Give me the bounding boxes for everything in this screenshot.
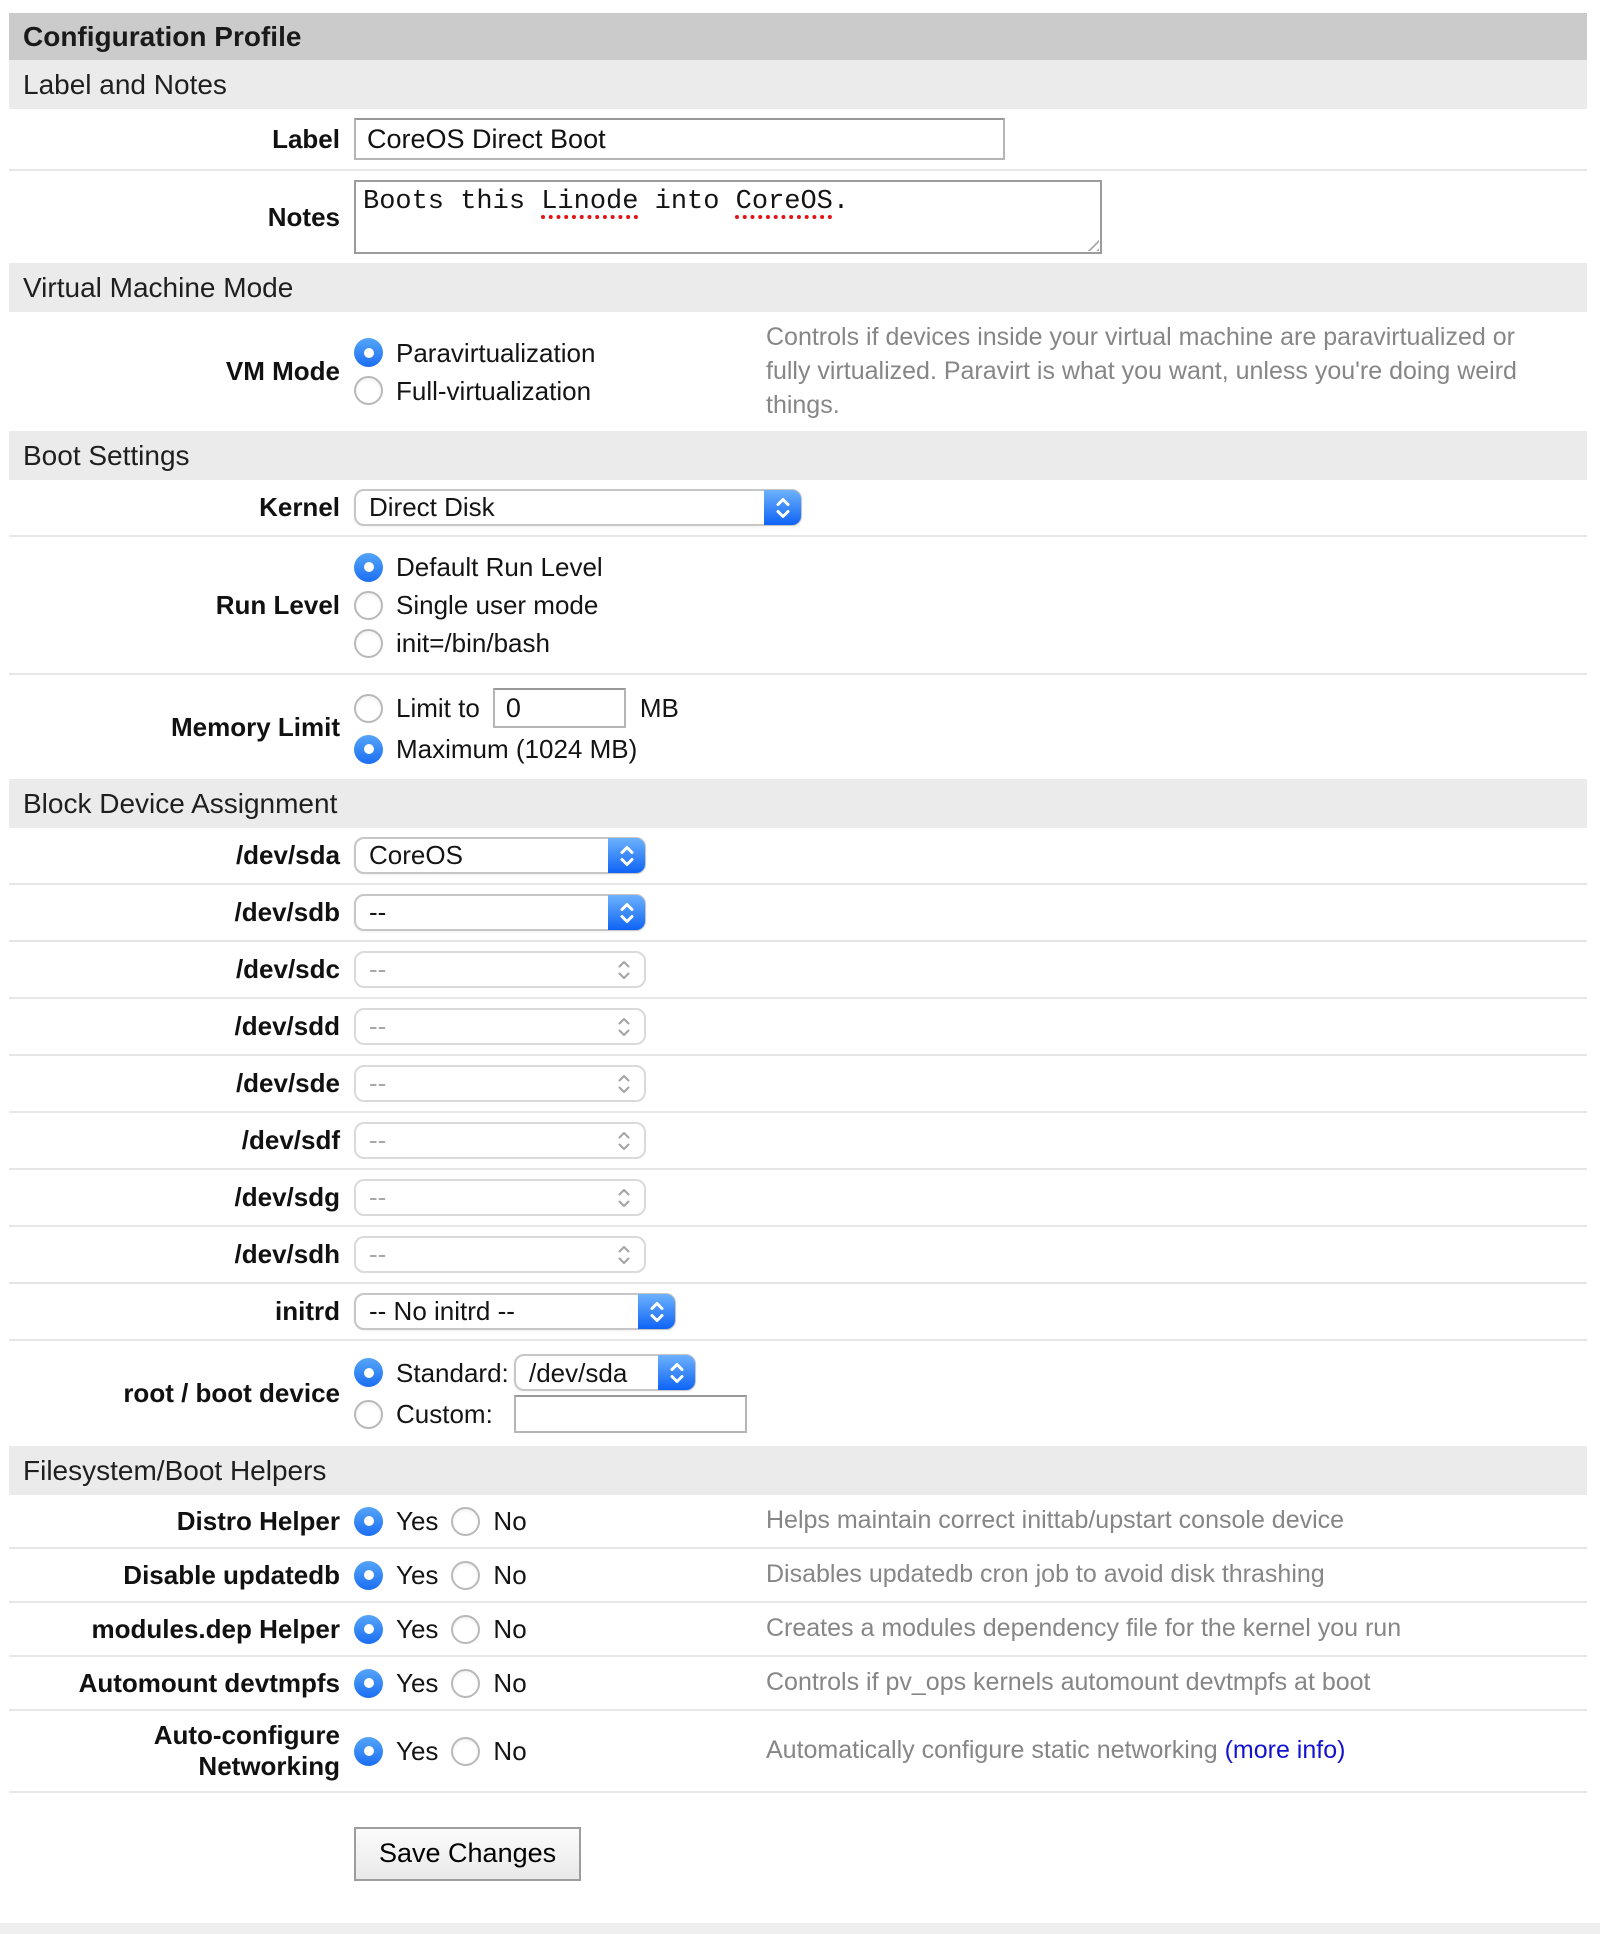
default-run-level-radio-label: Default Run Level — [396, 552, 603, 583]
modules-dep-no-radio[interactable] — [451, 1615, 480, 1644]
yes-radio-label: Yes — [396, 1668, 439, 1699]
dev-sdf-label: /dev/sdf — [241, 1125, 340, 1156]
select-chevrons-icon — [764, 490, 801, 525]
dev-sda-label: /dev/sda — [235, 840, 340, 871]
dev-sde-select: -- — [354, 1065, 646, 1102]
dev-sdh-row — [9, 1225, 1587, 1282]
notes-text: into — [638, 187, 736, 217]
modules-dep-yes-radio[interactable] — [354, 1615, 383, 1644]
dev-sdb-label: /dev/sdb — [234, 897, 340, 928]
memory-limit-input[interactable] — [493, 688, 626, 728]
no-radio-label: No — [493, 1506, 527, 1537]
section-header-boot-settings: Boot Settings — [9, 431, 1587, 480]
select-chevrons-icon — [613, 1067, 635, 1100]
notes-field-label: Notes — [267, 201, 340, 232]
disable-updatedb-no-radio[interactable] — [451, 1561, 480, 1590]
custom-root-input[interactable] — [514, 1395, 747, 1433]
root-boot-device-label: root / boot device — [123, 1378, 340, 1409]
page-title: Configuration Profile — [9, 13, 1587, 60]
dev-sdb-row — [9, 883, 1587, 940]
label-row — [9, 109, 1587, 169]
distro-helper-yes-radio[interactable] — [354, 1507, 383, 1536]
select-chevrons-icon — [658, 1355, 695, 1390]
label-field-label: Label — [272, 123, 340, 154]
auto-configure-networking-label: Auto-configure Networking — [153, 1720, 340, 1782]
paravirtualization-radio-label: Paravirtualization — [396, 337, 596, 368]
root-boot-device-row — [9, 1339, 1587, 1446]
full-virtualization-radio-label: Full-virtualization — [396, 375, 592, 406]
kernel-select[interactable] — [354, 489, 802, 526]
dev-sdd-row — [9, 997, 1587, 1054]
notes-text: . — [832, 187, 850, 217]
kernel-label: Kernel — [259, 492, 340, 523]
modules-dep-helper-label: modules.dep Helper — [91, 1613, 340, 1644]
no-radio-label: No — [493, 1560, 527, 1591]
dev-sdf-row — [9, 1111, 1587, 1168]
standard-root-select[interactable]: /dev/sda — [514, 1354, 696, 1391]
memory-limit-label: Memory Limit — [170, 711, 340, 742]
automount-yes-radio[interactable] — [354, 1669, 383, 1698]
auto-configure-networking-row — [9, 1709, 1587, 1793]
dev-sdc-select: -- — [354, 951, 646, 988]
dev-sdh-label: /dev/sdh — [234, 1239, 340, 1270]
automount-devtmpfs-row — [9, 1655, 1587, 1709]
configuration-profile-form — [9, 13, 1587, 1923]
limit-to-radio-label: Limit to — [396, 693, 480, 724]
run-level-label: Run Level — [215, 589, 340, 620]
distro-helper-no-radio[interactable] — [451, 1507, 480, 1536]
dev-sdg-label: /dev/sdg — [234, 1182, 340, 1213]
single-user-mode-radio-label: Single user mode — [396, 590, 599, 621]
dev-sdb-select[interactable]: -- — [354, 894, 646, 931]
select-chevrons-icon — [638, 1294, 675, 1329]
automount-devtmpfs-label: Automount devtmpfs — [78, 1667, 340, 1698]
disable-updatedb-row — [9, 1547, 1587, 1601]
dev-sde-row — [9, 1054, 1587, 1111]
section-header-block-devices: Block Device Assignment — [9, 779, 1587, 828]
standard-root-radio[interactable] — [354, 1358, 383, 1387]
custom-root-radio[interactable] — [354, 1400, 383, 1429]
single-user-mode-radio[interactable] — [354, 591, 383, 620]
dev-sdd-label: /dev/sdd — [234, 1011, 340, 1042]
paravirtualization-radio[interactable] — [354, 338, 383, 367]
distro-helper-help-text: Helps maintain correct inittab/upstart console device — [766, 1506, 1345, 1535]
notes-textarea[interactable] — [354, 180, 1102, 254]
label-input[interactable] — [354, 118, 1005, 160]
yes-radio-label: Yes — [396, 1736, 439, 1767]
notes-text: Boots this — [363, 187, 542, 217]
limit-to-radio[interactable] — [354, 694, 383, 723]
dev-sda-select[interactable]: CoreOS — [354, 837, 646, 874]
run-level-row — [9, 535, 1587, 673]
more-info-link[interactable]: (more info) — [1224, 1736, 1346, 1765]
modules-dep-helper-row — [9, 1601, 1587, 1655]
full-virtualization-radio[interactable] — [354, 376, 383, 405]
select-chevrons-icon — [608, 895, 645, 930]
select-chevrons-icon — [613, 1238, 635, 1271]
dev-sda-row — [9, 828, 1587, 883]
page-bottom-strip — [0, 1923, 1600, 1934]
select-chevrons-icon — [613, 1010, 635, 1043]
no-radio-label: No — [493, 1668, 527, 1699]
memory-limit-row — [9, 673, 1587, 779]
dev-sdc-row — [9, 940, 1587, 997]
section-header-label-and-notes: Label and Notes — [9, 60, 1587, 109]
init-bin-bash-radio[interactable] — [354, 629, 383, 658]
dev-sdc-label: /dev/sdc — [235, 954, 340, 985]
kernel-row — [9, 480, 1587, 535]
vm-mode-row — [9, 312, 1587, 431]
maximum-memory-radio-label: Maximum (1024 MB) — [396, 734, 638, 765]
default-run-level-radio[interactable] — [354, 553, 383, 582]
initrd-row — [9, 1282, 1587, 1339]
yes-radio-label: Yes — [396, 1506, 439, 1537]
select-chevrons-icon — [613, 953, 635, 986]
automount-no-radio[interactable] — [451, 1669, 480, 1698]
misspelled-word: Linode — [541, 187, 639, 217]
auto-configure-yes-radio[interactable] — [354, 1737, 383, 1766]
memory-unit-label: MB — [639, 693, 679, 724]
yes-radio-label: Yes — [396, 1614, 439, 1645]
vm-mode-label: VM Mode — [225, 356, 340, 387]
dev-sde-label: /dev/sde — [235, 1068, 340, 1099]
dev-sdh-select: -- — [354, 1236, 646, 1273]
distro-helper-row — [9, 1495, 1587, 1547]
initrd-label: initrd — [275, 1296, 340, 1327]
automount-help-text: Controls if pv_ops kernels automount devtmpfs at boot — [766, 1668, 1371, 1697]
dev-sdf-select: -- — [354, 1122, 646, 1159]
dev-sdd-select: -- — [354, 1008, 646, 1045]
modules-dep-help-text: Creates a modules dependency file for the kernel you run — [766, 1614, 1402, 1643]
auto-configure-help-text: Automatically configure static networking (more info) — [766, 1736, 1346, 1765]
distro-helper-label: Distro Helper — [176, 1505, 340, 1536]
misspelled-word: CoreOS — [735, 187, 833, 217]
vm-mode-help-text: Controls if devices inside your virtual machine are paravirtualized or fully virtualized. Paravirt is what you want, unless you're doing weird things. — [766, 323, 1517, 419]
select-chevrons-icon — [608, 838, 645, 873]
notes-row — [9, 169, 1587, 263]
save-changes-button[interactable]: Save Changes — [354, 1827, 581, 1881]
no-radio-label: No — [493, 1736, 527, 1767]
section-header-vm-mode: Virtual Machine Mode — [9, 263, 1587, 312]
kernel-select-value: Direct Disk — [369, 492, 495, 523]
yes-radio-label: Yes — [396, 1560, 439, 1591]
auto-configure-no-radio[interactable] — [451, 1737, 480, 1766]
disable-updatedb-help-text: Disables updatedb cron job to avoid disk thrashing — [766, 1560, 1325, 1589]
initrd-select[interactable]: -- No initrd -- — [354, 1293, 676, 1330]
disable-updatedb-yes-radio[interactable] — [354, 1561, 383, 1590]
custom-root-radio-label: Custom: — [396, 1399, 493, 1430]
resize-grip-icon[interactable] — [1082, 234, 1099, 251]
dev-sdg-select: -- — [354, 1179, 646, 1216]
section-header-helpers: Filesystem/Boot Helpers — [9, 1446, 1587, 1495]
no-radio-label: No — [493, 1614, 527, 1645]
disable-updatedb-label: Disable updatedb — [123, 1559, 340, 1590]
select-chevrons-icon — [613, 1124, 635, 1157]
init-bin-bash-radio-label: init=/bin/bash — [396, 628, 550, 659]
select-chevrons-icon — [613, 1181, 635, 1214]
dev-sdg-row — [9, 1168, 1587, 1225]
maximum-memory-radio[interactable] — [354, 735, 383, 764]
standard-root-radio-label: Standard: — [396, 1357, 509, 1388]
